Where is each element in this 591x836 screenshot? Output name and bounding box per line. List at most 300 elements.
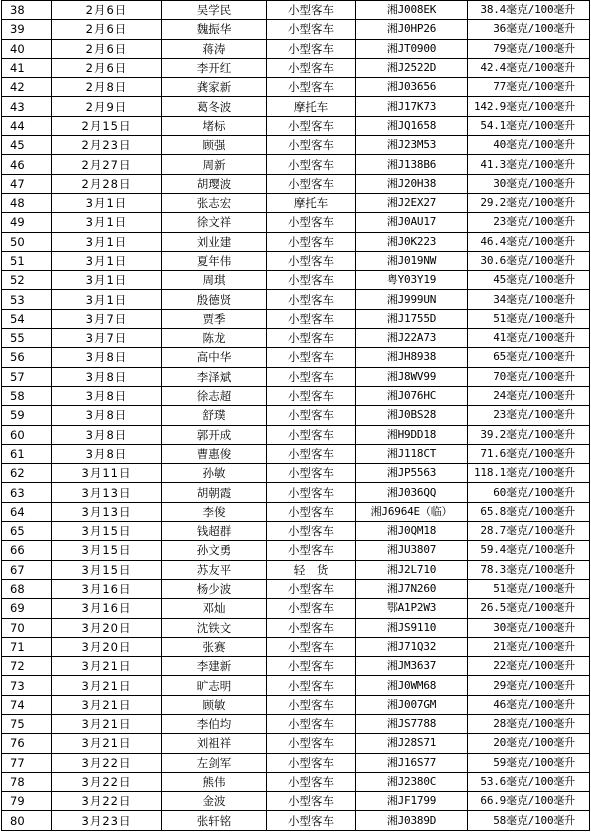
- driver-name: 胡璎波: [162, 174, 267, 193]
- row-number: 76: [2, 734, 52, 753]
- vehicle-type: 小型客车: [267, 329, 356, 348]
- vehicle-type: 小型客车: [267, 637, 356, 656]
- table-row: [2, 386, 590, 405]
- vehicle-type: 小型客车: [267, 406, 356, 425]
- table-row: [2, 367, 590, 386]
- alcohol-level: 118.1毫克/100毫升: [468, 464, 590, 483]
- plate-number: 湘J17K73: [356, 97, 468, 116]
- table-row: [2, 541, 590, 560]
- date-cell: 3月1日: [52, 193, 162, 212]
- plate-number: 鄂A1P2W3: [356, 599, 468, 618]
- row-number: 67: [2, 560, 52, 579]
- alcohol-level: 71.6毫克/100毫升: [468, 444, 590, 463]
- date-cell: 2月6日: [52, 39, 162, 58]
- table-row: [2, 772, 590, 791]
- alcohol-level: 46毫克/100毫升: [468, 695, 590, 714]
- alcohol-level: 54.1毫克/100毫升: [468, 116, 590, 135]
- table-row: [2, 78, 590, 97]
- vehicle-type: 小型客车: [267, 136, 356, 155]
- vehicle-type: 小型客车: [267, 811, 356, 830]
- alcohol-level: 66.9毫克/100毫升: [468, 792, 590, 811]
- driver-name: 魏振华: [162, 20, 267, 39]
- alcohol-level: 30毫克/100毫升: [468, 618, 590, 637]
- driver-name: 曹惠俊: [162, 444, 267, 463]
- table-row: [2, 290, 590, 309]
- alcohol-level: 45毫克/100毫升: [468, 271, 590, 290]
- row-number: 65: [2, 522, 52, 541]
- row-number: 54: [2, 309, 52, 328]
- table-row: [2, 58, 590, 77]
- date-cell: 2月15日: [52, 116, 162, 135]
- vehicle-type: 小型客车: [267, 309, 356, 328]
- plate-number: 湘J019NW: [356, 251, 468, 270]
- row-number: 60: [2, 425, 52, 444]
- date-cell: 2月27日: [52, 155, 162, 174]
- driver-name: 龚家新: [162, 78, 267, 97]
- plate-number: 湘J20H38: [356, 174, 468, 193]
- vehicle-type: 小型客车: [267, 116, 356, 135]
- table-row: [2, 502, 590, 521]
- date-cell: 3月1日: [52, 251, 162, 270]
- date-cell: 3月8日: [52, 444, 162, 463]
- driver-name: 沈铁文: [162, 618, 267, 637]
- plate-number: 湘JU3807: [356, 541, 468, 560]
- driver-name: 熊伟: [162, 772, 267, 791]
- plate-number: 湘J71Q32: [356, 637, 468, 656]
- date-cell: 3月15日: [52, 541, 162, 560]
- date-cell: 3月21日: [52, 657, 162, 676]
- vehicle-type: 小型客车: [267, 464, 356, 483]
- plate-number: 湘J138B6: [356, 155, 468, 174]
- row-number: 53: [2, 290, 52, 309]
- driver-name: 顾强: [162, 136, 267, 155]
- date-cell: 3月13日: [52, 483, 162, 502]
- vehicle-type: 小型客车: [267, 599, 356, 618]
- vehicle-type: 小型客车: [267, 1, 356, 20]
- table-row: [2, 309, 590, 328]
- plate-number: 湘J0WM68: [356, 676, 468, 695]
- plate-number: 湘JM3637: [356, 657, 468, 676]
- plate-number: 湘J22A73: [356, 329, 468, 348]
- vehicle-type: 小型客车: [267, 386, 356, 405]
- vehicle-type: 小型客车: [267, 213, 356, 232]
- row-number: 69: [2, 599, 52, 618]
- table-row: [2, 232, 590, 251]
- row-number: 57: [2, 367, 52, 386]
- table-row: [2, 116, 590, 135]
- date-cell: 3月11日: [52, 464, 162, 483]
- row-number: 61: [2, 444, 52, 463]
- table-row: [2, 464, 590, 483]
- table-row: [2, 695, 590, 714]
- table-row: [2, 811, 590, 830]
- vehicle-type: 摩托车: [267, 193, 356, 212]
- vehicle-type: 小型客车: [267, 232, 356, 251]
- row-number: 45: [2, 136, 52, 155]
- plate-number: 湘J1755D: [356, 309, 468, 328]
- date-cell: 3月16日: [52, 599, 162, 618]
- vehicle-type: 小型客车: [267, 657, 356, 676]
- table-row: [2, 97, 590, 116]
- plate-number: 湘JP5563: [356, 464, 468, 483]
- alcohol-level: 20毫克/100毫升: [468, 734, 590, 753]
- table-row: [2, 637, 590, 656]
- table-row: [2, 483, 590, 502]
- driver-name: 贾季: [162, 309, 267, 328]
- table-row: [2, 657, 590, 676]
- alcohol-level: 78.3毫克/100毫升: [468, 560, 590, 579]
- vehicle-type: 小型客车: [267, 251, 356, 270]
- date-cell: 3月22日: [52, 792, 162, 811]
- alcohol-level: 30.6毫克/100毫升: [468, 251, 590, 270]
- row-number: 47: [2, 174, 52, 193]
- table-row: [2, 522, 590, 541]
- driver-name: 舒璞: [162, 406, 267, 425]
- vehicle-type: 小型客车: [267, 772, 356, 791]
- plate-number: 湘J0K223: [356, 232, 468, 251]
- driver-name: 高中华: [162, 348, 267, 367]
- date-cell: 3月7日: [52, 329, 162, 348]
- driver-name: 刘祖祥: [162, 734, 267, 753]
- row-number: 71: [2, 637, 52, 656]
- plate-number: 湘J23M53: [356, 136, 468, 155]
- plate-number: 湘J036QQ: [356, 483, 468, 502]
- plate-number: 湘J7N260: [356, 579, 468, 598]
- vehicle-type: 小型客车: [267, 155, 356, 174]
- date-cell: 2月6日: [52, 20, 162, 39]
- table-row: [2, 676, 590, 695]
- plate-number: 湘JF1799: [356, 792, 468, 811]
- alcohol-level: 29毫克/100毫升: [468, 676, 590, 695]
- driver-name: 张轩铭: [162, 811, 267, 830]
- alcohol-level: 23毫克/100毫升: [468, 406, 590, 425]
- alcohol-level: 36毫克/100毫升: [468, 20, 590, 39]
- table-row: [2, 348, 590, 367]
- row-number: 49: [2, 213, 52, 232]
- vehicle-type: 小型客车: [267, 618, 356, 637]
- table-row: [2, 213, 590, 232]
- vehicle-type: 轻 货: [267, 560, 356, 579]
- date-cell: 3月21日: [52, 714, 162, 733]
- plate-number: 粤Y03Y19: [356, 271, 468, 290]
- alcohol-level: 28.7毫克/100毫升: [468, 522, 590, 541]
- vehicle-type: 小型客车: [267, 714, 356, 733]
- row-number: 50: [2, 232, 52, 251]
- date-cell: 3月22日: [52, 772, 162, 791]
- alcohol-level: 70毫克/100毫升: [468, 367, 590, 386]
- plate-number: 湘J8WV99: [356, 367, 468, 386]
- vehicle-type: 小型客车: [267, 20, 356, 39]
- date-cell: 2月23日: [52, 136, 162, 155]
- vehicle-type: 小型客车: [267, 271, 356, 290]
- driver-name: 孙敏: [162, 464, 267, 483]
- driver-name: 苏友平: [162, 560, 267, 579]
- table-row: [2, 155, 590, 174]
- row-number: 55: [2, 329, 52, 348]
- driver-name: 顾敏: [162, 695, 267, 714]
- alcohol-level: 51毫克/100毫升: [468, 309, 590, 328]
- row-number: 62: [2, 464, 52, 483]
- plate-number: 湘J0QM18: [356, 522, 468, 541]
- row-number: 79: [2, 792, 52, 811]
- alcohol-level: 58毫克/100毫升: [468, 811, 590, 830]
- driver-name: 夏年伟: [162, 251, 267, 270]
- date-cell: 3月1日: [52, 232, 162, 251]
- driver-name: 钱超群: [162, 522, 267, 541]
- vehicle-type: 小型客车: [267, 734, 356, 753]
- vehicle-type: 小型客车: [267, 522, 356, 541]
- row-number: 66: [2, 541, 52, 560]
- plate-number: 湘J28S71: [356, 734, 468, 753]
- driver-name: 郭开成: [162, 425, 267, 444]
- alcohol-level: 26.5毫克/100毫升: [468, 599, 590, 618]
- date-cell: 3月22日: [52, 753, 162, 772]
- plate-number: 湘J2522D: [356, 58, 468, 77]
- plate-number: 湘J6964E（临）: [356, 502, 468, 521]
- vehicle-type: 小型客车: [267, 348, 356, 367]
- vehicle-type: 小型客车: [267, 483, 356, 502]
- driver-name: 李建新: [162, 657, 267, 676]
- driver-name: 李泽斌: [162, 367, 267, 386]
- date-cell: 3月8日: [52, 425, 162, 444]
- alcohol-level: 30毫克/100毫升: [468, 174, 590, 193]
- driver-name: 李伯均: [162, 714, 267, 733]
- row-number: 52: [2, 271, 52, 290]
- alcohol-level: 42.4毫克/100毫升: [468, 58, 590, 77]
- date-cell: 3月15日: [52, 560, 162, 579]
- table-body: [2, 1, 590, 831]
- plate-number: 湘JQ1658: [356, 116, 468, 135]
- plate-number: 湘JT0900: [356, 39, 468, 58]
- vehicle-type: 小型客车: [267, 444, 356, 463]
- alcohol-level: 23毫克/100毫升: [468, 213, 590, 232]
- date-cell: 3月20日: [52, 618, 162, 637]
- driver-name: 张赛: [162, 637, 267, 656]
- driver-name: 胡朝霞: [162, 483, 267, 502]
- row-number: 68: [2, 579, 52, 598]
- date-cell: 2月8日: [52, 78, 162, 97]
- table-row: [2, 618, 590, 637]
- date-cell: 3月15日: [52, 522, 162, 541]
- plate-number: 湘J16S77: [356, 753, 468, 772]
- alcohol-level: 46.4毫克/100毫升: [468, 232, 590, 251]
- row-number: 48: [2, 193, 52, 212]
- row-number: 39: [2, 20, 52, 39]
- date-cell: 3月7日: [52, 309, 162, 328]
- date-cell: 2月6日: [52, 58, 162, 77]
- plate-number: 湘J007GM: [356, 695, 468, 714]
- row-number: 41: [2, 58, 52, 77]
- row-number: 74: [2, 695, 52, 714]
- alcohol-level: 38.4毫克/100毫升: [468, 1, 590, 20]
- driver-name: 李俊: [162, 502, 267, 521]
- table-row: [2, 714, 590, 733]
- row-number: 73: [2, 676, 52, 695]
- row-number: 72: [2, 657, 52, 676]
- plate-number: 湘JS7788: [356, 714, 468, 733]
- table-row: [2, 20, 590, 39]
- table-row: [2, 39, 590, 58]
- alcohol-level: 60毫克/100毫升: [468, 483, 590, 502]
- row-number: 42: [2, 78, 52, 97]
- table-row: [2, 174, 590, 193]
- row-number: 46: [2, 155, 52, 174]
- row-number: 80: [2, 811, 52, 830]
- alcohol-level: 24毫克/100毫升: [468, 386, 590, 405]
- alcohol-level: 41.3毫克/100毫升: [468, 155, 590, 174]
- table-row: [2, 193, 590, 212]
- drunk-driving-record-table: [1, 0, 590, 831]
- table-row: [2, 444, 590, 463]
- driver-name: 徐志超: [162, 386, 267, 405]
- driver-name: 周琪: [162, 271, 267, 290]
- plate-number: 湘J2L710: [356, 560, 468, 579]
- vehicle-type: 小型客车: [267, 425, 356, 444]
- table-row: [2, 271, 590, 290]
- date-cell: 2月9日: [52, 97, 162, 116]
- row-number: 38: [2, 1, 52, 20]
- date-cell: 3月8日: [52, 386, 162, 405]
- vehicle-type: 小型客车: [267, 502, 356, 521]
- alcohol-level: 53.6毫克/100毫升: [468, 772, 590, 791]
- vehicle-type: 小型客车: [267, 695, 356, 714]
- driver-name: 吴学民: [162, 1, 267, 20]
- driver-name: 陈龙: [162, 329, 267, 348]
- driver-name: 旷志明: [162, 676, 267, 695]
- date-cell: 3月1日: [52, 213, 162, 232]
- row-number: 59: [2, 406, 52, 425]
- vehicle-type: 小型客车: [267, 753, 356, 772]
- alcohol-level: 39.2毫克/100毫升: [468, 425, 590, 444]
- date-cell: 3月8日: [52, 406, 162, 425]
- table-row: [2, 560, 590, 579]
- row-number: 70: [2, 618, 52, 637]
- alcohol-level: 51毫克/100毫升: [468, 579, 590, 598]
- driver-name: 刘业建: [162, 232, 267, 251]
- plate-number: 湘J0BS28: [356, 406, 468, 425]
- row-number: 56: [2, 348, 52, 367]
- alcohol-level: 22毫克/100毫升: [468, 657, 590, 676]
- vehicle-type: 小型客车: [267, 579, 356, 598]
- plate-number: 湘J008EK: [356, 1, 468, 20]
- table-row: [2, 329, 590, 348]
- date-cell: 3月21日: [52, 695, 162, 714]
- date-cell: 3月8日: [52, 367, 162, 386]
- table-row: [2, 406, 590, 425]
- plate-number: 湘J2EX27: [356, 193, 468, 212]
- vehicle-type: 小型客车: [267, 541, 356, 560]
- driver-name: 周新: [162, 155, 267, 174]
- alcohol-level: 77毫克/100毫升: [468, 78, 590, 97]
- date-cell: 2月6日: [52, 1, 162, 20]
- row-number: 51: [2, 251, 52, 270]
- driver-name: 蒋涛: [162, 39, 267, 58]
- table-row: [2, 251, 590, 270]
- vehicle-type: 摩托车: [267, 97, 356, 116]
- row-number: 58: [2, 386, 52, 405]
- table-row: [2, 1, 590, 20]
- vehicle-type: 小型客车: [267, 174, 356, 193]
- plate-number: 湘J03656: [356, 78, 468, 97]
- plate-number: 湘J0389D: [356, 811, 468, 830]
- row-number: 64: [2, 502, 52, 521]
- table-row: [2, 599, 590, 618]
- alcohol-level: 21毫克/100毫升: [468, 637, 590, 656]
- table-row: [2, 136, 590, 155]
- row-number: 40: [2, 39, 52, 58]
- plate-number: 湘JH8938: [356, 348, 468, 367]
- plate-number: 湘JS9110: [356, 618, 468, 637]
- driver-name: 堵标: [162, 116, 267, 135]
- driver-name: 左剑军: [162, 753, 267, 772]
- driver-name: 葛冬波: [162, 97, 267, 116]
- plate-number: 湘J118CT: [356, 444, 468, 463]
- row-number: 75: [2, 714, 52, 733]
- date-cell: 3月8日: [52, 348, 162, 367]
- driver-name: 杨少波: [162, 579, 267, 598]
- vehicle-type: 小型客车: [267, 367, 356, 386]
- alcohol-level: 40毫克/100毫升: [468, 136, 590, 155]
- table-row: [2, 792, 590, 811]
- alcohol-level: 59.4毫克/100毫升: [468, 541, 590, 560]
- plate-number: 湘J076HC: [356, 386, 468, 405]
- alcohol-level: 41毫克/100毫升: [468, 329, 590, 348]
- date-cell: 3月23日: [52, 811, 162, 830]
- row-number: 78: [2, 772, 52, 791]
- plate-number: 湘J0HP26: [356, 20, 468, 39]
- alcohol-level: 65.8毫克/100毫升: [468, 502, 590, 521]
- date-cell: 2月28日: [52, 174, 162, 193]
- date-cell: 3月1日: [52, 290, 162, 309]
- table-row: [2, 734, 590, 753]
- table-row: [2, 579, 590, 598]
- row-number: 63: [2, 483, 52, 502]
- vehicle-type: 小型客车: [267, 792, 356, 811]
- vehicle-type: 小型客车: [267, 39, 356, 58]
- driver-name: 邓灿: [162, 599, 267, 618]
- alcohol-level: 28毫克/100毫升: [468, 714, 590, 733]
- driver-name: 徐文祥: [162, 213, 267, 232]
- plate-number: 湘J0AU17: [356, 213, 468, 232]
- driver-name: 金波: [162, 792, 267, 811]
- date-cell: 3月16日: [52, 579, 162, 598]
- date-cell: 3月21日: [52, 676, 162, 695]
- alcohol-level: 59毫克/100毫升: [468, 753, 590, 772]
- alcohol-level: 29.2毫克/100毫升: [468, 193, 590, 212]
- date-cell: 3月13日: [52, 502, 162, 521]
- date-cell: 3月1日: [52, 271, 162, 290]
- date-cell: 3月20日: [52, 637, 162, 656]
- alcohol-level: 65毫克/100毫升: [468, 348, 590, 367]
- alcohol-level: 34毫克/100毫升: [468, 290, 590, 309]
- table-row: [2, 425, 590, 444]
- vehicle-type: 小型客车: [267, 78, 356, 97]
- vehicle-type: 小型客车: [267, 290, 356, 309]
- driver-name: 张志宏: [162, 193, 267, 212]
- date-cell: 3月21日: [52, 734, 162, 753]
- driver-name: 孙文勇: [162, 541, 267, 560]
- plate-number: 湘J2380C: [356, 772, 468, 791]
- row-number: 44: [2, 116, 52, 135]
- driver-name: 李开红: [162, 58, 267, 77]
- driver-name: 殷德贤: [162, 290, 267, 309]
- vehicle-type: 小型客车: [267, 58, 356, 77]
- alcohol-level: 142.9毫克/100毫升: [468, 97, 590, 116]
- alcohol-level: 79毫克/100毫升: [468, 39, 590, 58]
- row-number: 43: [2, 97, 52, 116]
- plate-number: 湘H9DD18: [356, 425, 468, 444]
- table-row: [2, 753, 590, 772]
